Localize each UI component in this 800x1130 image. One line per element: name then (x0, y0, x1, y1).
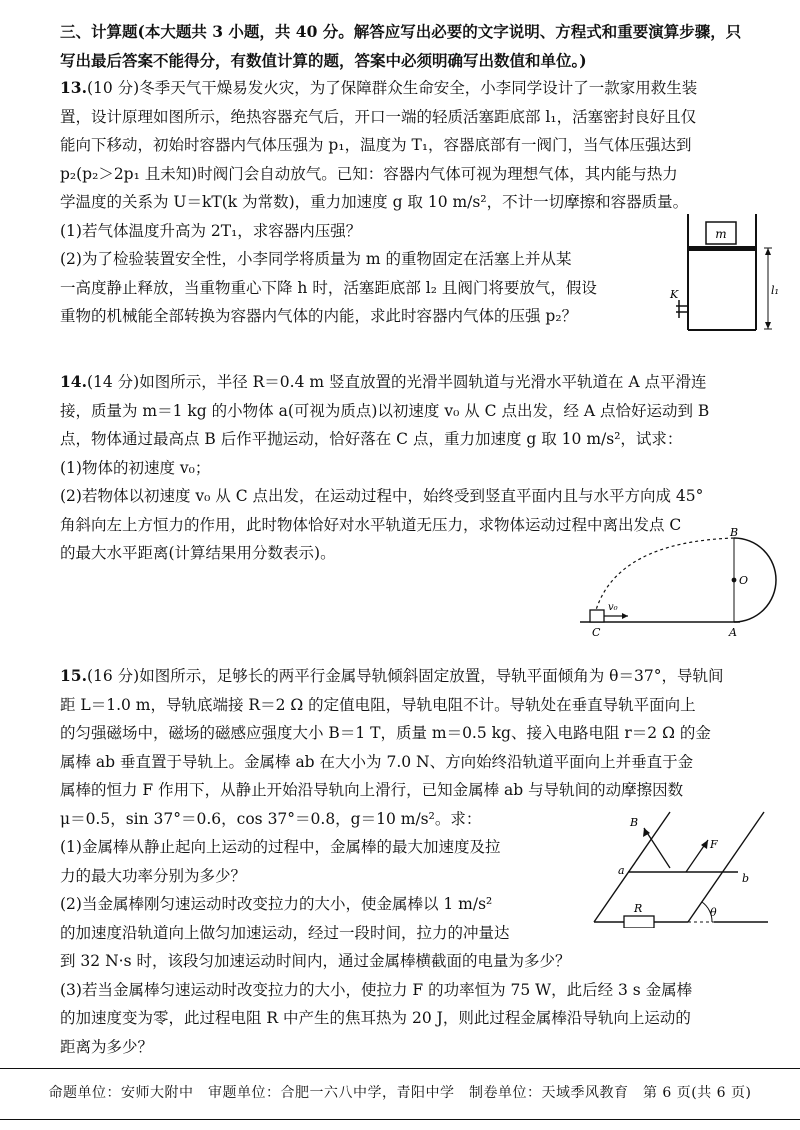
piston-container-diagram (668, 208, 784, 340)
length-label: l₁ (771, 284, 779, 297)
q15-figure (590, 806, 780, 928)
force-label: F (710, 838, 718, 851)
q13-line: 一高度静止释放，当重物重心下降 h 时，活塞距底部 l₂ 且阀门将要放气，假设 (60, 278, 597, 297)
q15-line: (2)当金属棒刚匀速运动时改变拉力的大小，使金属棒以 1 m/s² (60, 895, 493, 913)
q13-figure (668, 208, 784, 340)
semicircle-track-diagram (578, 528, 778, 644)
q15-line: 距 L＝1.0 m，导轨底端接 R＝2 Ω 的定值电阻，导轨电阻不计。导轨处在垂直导轨平面向上 (60, 695, 696, 714)
section-header-line: 写出最后答案不能得分，有数值计算的题，答案中必须明确写出数值和单位。) (60, 50, 587, 70)
q15-line: 属棒的恒力 F 作用下，从静止开始沿导轨向上滑行，已知金属棒 ab 与导轨间的动摩擦因数 (60, 781, 684, 799)
question-number: 13. (60, 78, 87, 97)
q15-line: 力的最大功率分别为多少？ (60, 866, 247, 885)
q14-line: 角斜向左上方恒力的作用，此时物体恰好对水平轨道无压力，求物体运动过程中离出发点 C (60, 515, 682, 534)
angle-label: θ (710, 906, 717, 919)
q14-line: (1)物体的初速度 v₀； (60, 458, 211, 477)
q15-line: 距离为多少？ (60, 1037, 154, 1056)
q15-line: 到 32 N·s 时，该段匀加速运动时间内，通过金属棒横截面的电量为多少？ (60, 952, 571, 970)
footer-divider-bottom (0, 1119, 800, 1120)
q13-line: 13.(10 分)冬季天气干燥易发火灾，为了保障群众生命安全，小李同学设计了一款家用救生装 (60, 78, 698, 97)
section-header (60, 18, 750, 75)
q14-figure (578, 528, 778, 644)
q15-line: 属棒 ab 垂直置于导轨上。金属棒 ab 在大小为 7.0 N、方向始终沿轨道平面向上并垂直于金 (60, 752, 694, 771)
q14-line: 点，物体通过最高点 B 后作平抛运动，恰好落在 C 点，重力加速度 g 取 10 m/s²，试求： (60, 430, 683, 448)
q15-line: μ＝0.5，sin 37°＝0.6，cos 37°＝0.8，g＝10 m/s²。求： (60, 809, 482, 828)
field-label: B (630, 816, 639, 829)
q15-line: 的加速度沿轨道向上做匀加速运动，经过一段时间，拉力的冲量达 (60, 923, 510, 942)
q14-line: 的最大水平距离(计算结果用分数表示)。 (60, 544, 336, 562)
q15-line: (1)金属棒从静止起向上运动的过程中，金属棒的最大加速度及拉 (60, 838, 501, 856)
q13-line: (2)为了检验装置安全性，小李同学将质量为 m 的重物固定在活塞上并从某 (60, 250, 572, 268)
q14-line: 14.(14 分)如图所示，半径 R＝0.4 m 竖直放置的光滑半圆轨道与光滑水平轨道在 A 点平滑连 (60, 372, 707, 391)
question-13 (60, 74, 750, 331)
velocity-label: v₀ (608, 602, 618, 613)
section-header-line: 三、计算题(本大题共 3 小题，共 40 分。解答应写出必要的文字说明、方程式和重要演算步骤，只 (60, 22, 742, 41)
q14-line: (2)若物体以初速度 v₀ 从 C 点出发，在运动过程中，始终受到竖直平面内且与水平方向成 45° (60, 487, 704, 505)
point-b-label: B (729, 528, 739, 539)
footer-divider (0, 1068, 800, 1069)
mass-label: m (715, 227, 727, 241)
rod-end-b-label: b (742, 872, 750, 885)
q15-line: 15.(16 分)如图所示，足够长的两平行金属导轨倾斜固定放置，导轨平面倾角为 θ＝37°，导轨间 (60, 666, 724, 685)
point-c-label: C (592, 626, 601, 639)
valve-label: K (670, 288, 679, 301)
page-footer: 命题单位：安师大附中 审题单位：合肥一六八中学，青阳中学 制卷单位：天域季风教育 第 6 页(共 6 页) (48, 1085, 752, 1101)
inclined-rails-diagram (590, 806, 780, 928)
q13-line: 能向下移动，初始时容器内气体压强为 p₁，温度为 T₁，容器底部有一阀门，当气体压强达到 (60, 136, 692, 154)
q15-line: 的匀强磁场中，磁场的磁感应强度大小 B＝1 T，质量 m＝0.5 kg、接入电路电阻 r＝2 Ω 的金 (60, 724, 711, 742)
point-o-label: O (739, 574, 749, 587)
q13-line: (1)若气体温度升高为 2T₁，求容器内压强？ (60, 221, 362, 240)
question-number: 15. (60, 666, 87, 685)
q14-line: 接，质量为 m＝1 kg 的小物体 a(可视为质点)以初速度 v₀ 从 C 点出发，经 A 点恰好运动到 B (60, 401, 710, 420)
question-number: 14. (60, 372, 87, 391)
q13-line: 重物的机械能全部转换为容器内气体的内能，求此时容器内气体的压强 p₂？ (60, 307, 578, 325)
q15-line: (3)若当金属棒匀速运动时改变拉力的大小，使拉力 F 的功率恒为 75 W，此后经 3 s 金属棒 (60, 980, 693, 999)
point-a-label: A (729, 626, 737, 639)
q15-line: 的加速度变为零，此过程电阻 R 中产生的焦耳热为 20 J，则此过程金属棒沿导轨向上运动的 (60, 1009, 691, 1027)
q13-line: 置，设计原理如图所示，绝热容器充气后，开口一端的轻质活塞距底部 l₁，活塞密封良好且仅 (60, 107, 697, 126)
resistor-label: R (634, 902, 643, 915)
q13-line: 学温度的关系为 U＝kT(k 为常数)，重力加速度 g 取 10 m/s²，不计一切摩擦和容器质量。 (60, 193, 689, 211)
q13-line: p₂(p₂＞2p₁ 且未知)时阀门会自动放气。已知：容器内气体可视为理想气体，其内能与热力 (60, 164, 678, 183)
rod-end-a-label: a (618, 864, 625, 877)
